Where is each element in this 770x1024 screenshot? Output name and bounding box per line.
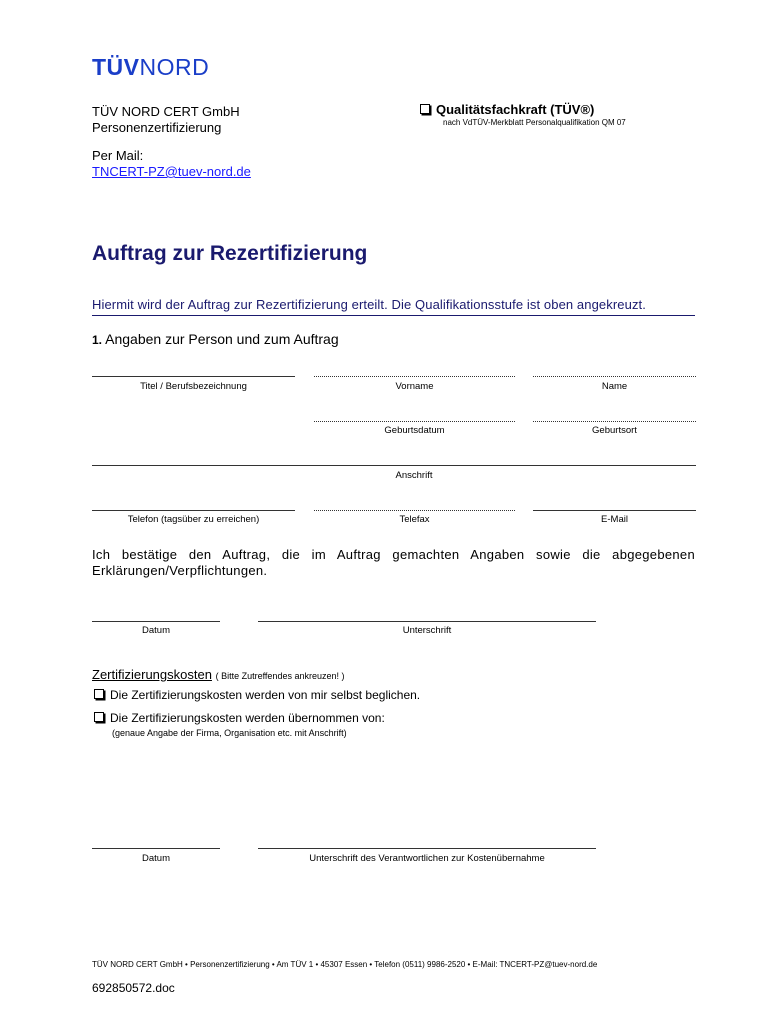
title-field-label: Titel / Berufsbezeichnung [140,381,247,392]
confirmation-text: Ich bestätige den Auftrag, die im Auftrag gemachten Angaben sowie die abgegebenen Erklärungen/Verpflichtungen. [92,547,695,578]
department-name: Personenzertifizierung [92,120,222,135]
cost-option-other-checkbox[interactable] [94,712,104,722]
phone-label: Telefon (tagsüber zu erreichen) [127,514,260,525]
email-field-line[interactable] [533,510,696,511]
cost-option-other[interactable] [94,711,385,725]
company-name: TÜV NORD CERT GmbH [92,104,240,119]
intro-divider [92,315,695,316]
email-label: E-Mail [601,514,628,525]
cost-option-other-note: (genaue Angabe der Firma, Organisation etc. mit Anschrift) [112,728,347,738]
phone-field-line[interactable] [92,510,295,511]
tuev-nord-logo [92,54,209,81]
signature-line-1[interactable] [258,621,596,622]
address-field-line[interactable] [92,465,696,466]
logo-nord: NORD [139,54,210,80]
date-label-2: Datum [142,853,170,864]
mail-label: Per Mail: [92,148,144,163]
costs-hint: ( Bitte Zutreffendes ankreuzen! ) [215,671,345,681]
recipient-address [92,104,240,136]
birth-place-label: Geburtsort [592,425,637,436]
costs-heading: Zertifizierungskosten [92,667,212,682]
section1-number: 1. [92,333,103,347]
date-label-1: Datum [142,625,170,636]
last-name-label: Name [601,381,628,392]
birth-place-field-line[interactable] [533,421,696,422]
qualification-label: Qualitätsfachkraft (TÜV®) [436,102,595,117]
cost-option-self[interactable] [94,688,420,702]
section1-heading [92,331,339,347]
birth-date-label: Geburtsdatum [384,425,445,436]
birth-date-field-line[interactable] [314,421,515,422]
address-label: Anschrift [395,470,433,481]
date-line-1[interactable] [92,621,220,622]
date-line-2[interactable] [92,848,220,849]
footer-text: TÜV NORD CERT GmbH • Personenzertifizierung • Am TÜV 1 • 45307 Essen • Telefon (0511) 9986-2520 • E-Mail: TNCERT-PZ@tuev-nord.de [92,960,598,969]
cost-option-self-label: Die Zertifizierungskosten werden von mir selbst beglichen. [110,688,421,702]
mail-block [92,148,251,180]
logo-tuv: TÜV [92,54,140,80]
title-field-line[interactable] [92,376,295,377]
first-name-field-line[interactable] [314,376,515,377]
qualification-checkbox[interactable] [420,104,430,114]
cost-option-other-label: Die Zertifizierungskosten werden übernommen von: [110,711,385,725]
intro-text: Hiermit wird der Auftrag zur Rezertifizierung erteilt. Die Qualifikationsstufe ist oben angekreuzt. [92,297,646,312]
cost-option-self-checkbox[interactable] [94,689,104,699]
fax-field-line[interactable] [314,510,515,511]
fax-label: Telefax [399,514,430,525]
document-filename: 692850572.doc [92,981,175,995]
last-name-field-line[interactable] [533,376,696,377]
first-name-label: Vorname [395,381,434,392]
section1-title: Angaben zur Person und zum Auftrag [105,331,339,347]
qualification-note: nach VdTÜV-Merkblatt Personalqualifikation QM 07 [443,118,626,127]
page-title: Auftrag zur Rezertifizierung [92,242,368,265]
qualification-option[interactable] [420,102,594,117]
signature-line-2[interactable] [258,848,596,849]
signature-label-2: Unterschrift des Verantwortlichen zur Kostenübernahme [309,853,545,864]
mail-link[interactable]: TNCERT-PZ@tuev-nord.de [92,164,251,179]
signature-label-1: Unterschrift [402,625,452,636]
costs-heading-row [92,667,344,682]
